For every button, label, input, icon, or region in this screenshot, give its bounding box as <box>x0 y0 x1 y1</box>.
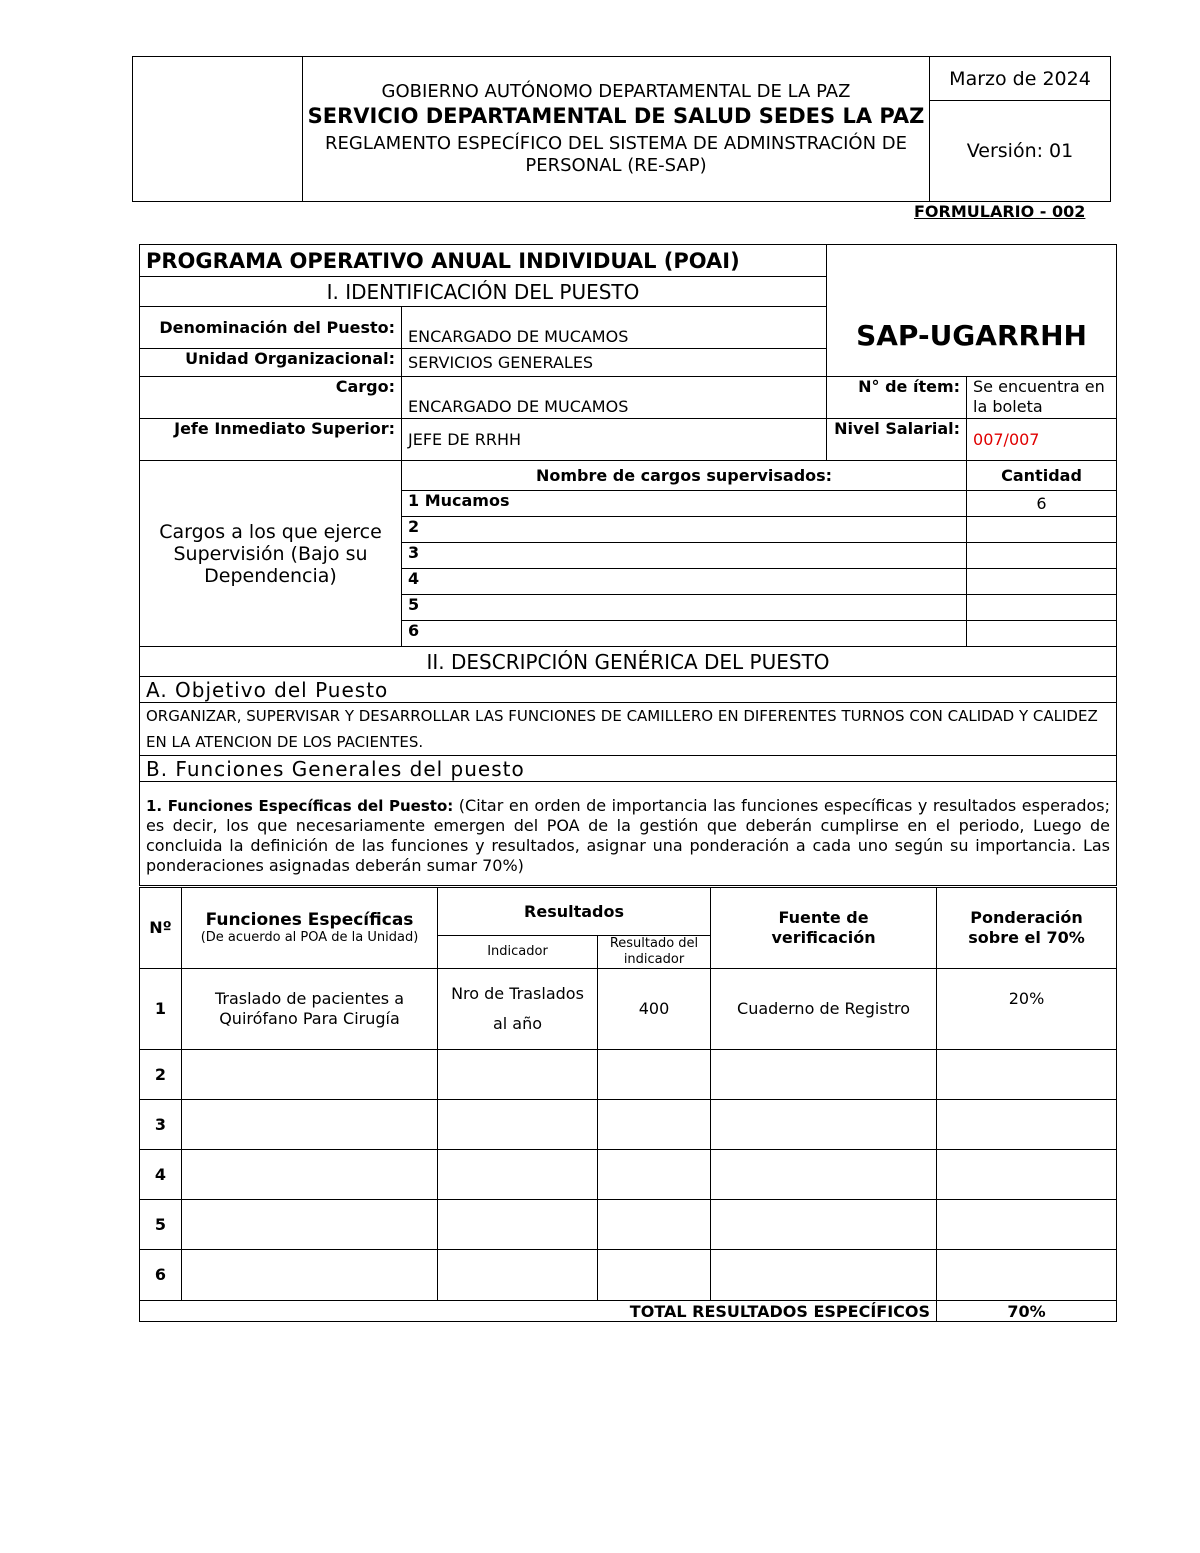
row-indicator <box>438 1050 598 1100</box>
row-no: 5 <box>140 1200 182 1250</box>
row-indicator: Nro de Traslados al año <box>438 969 598 1050</box>
regulation-title: REGLAMENTO ESPECÍFICO DEL SISTEMA DE ADMINSTRACIÓN DE PERSONAL (RE-SAP) <box>324 133 908 176</box>
row-result <box>598 1050 711 1100</box>
col-result-header: Resultado del indicador <box>598 936 711 969</box>
row-func <box>182 1100 438 1150</box>
item-value: Se encuentra en la boleta <box>967 377 1117 419</box>
form-code: FORMULARIO - 002 <box>914 202 1086 221</box>
row-func <box>182 1250 438 1301</box>
row-func: Traslado de pacientes a Quirófano Para Cirugía <box>182 969 438 1050</box>
row-indicator <box>438 1250 598 1301</box>
supervised-qty: 6 <box>967 491 1117 517</box>
row-no: 2 <box>140 1050 182 1100</box>
row-result <box>598 1250 711 1301</box>
col-indicator-header: Indicador <box>438 936 598 969</box>
row-source <box>711 1200 937 1250</box>
functions-table <box>139 887 1117 1322</box>
row-weight <box>937 1100 1117 1150</box>
supervised-row: 2 <box>402 517 967 543</box>
supervised-row: 6 <box>402 621 967 647</box>
row-no: 1 <box>140 969 182 1050</box>
row-func <box>182 1200 438 1250</box>
row-source <box>711 1050 937 1100</box>
jefe-label: Jefe Inmediato Superior: <box>140 419 402 461</box>
header-titles <box>303 57 930 202</box>
supervised-qty <box>967 621 1117 647</box>
col-weight-header: Ponderación sobre el 70% <box>937 888 1117 969</box>
cargo-value: ENCARGADO DE MUCAMOS <box>402 377 827 419</box>
funciones-title: B. Funciones Generales del puesto <box>140 756 1117 782</box>
unidad-label: Unidad Organizacional: <box>140 349 402 377</box>
document-header <box>132 56 1111 202</box>
denominacion-value: ENCARGADO DE MUCAMOS <box>402 307 827 349</box>
funciones-bold: 1. Funciones Específicas del Puesto: <box>146 797 454 815</box>
supervised-qty <box>967 595 1117 621</box>
cantidad-header: Cantidad <box>967 461 1117 491</box>
poai-form <box>139 244 1117 886</box>
supervised-row: 1 Mucamos <box>402 491 967 517</box>
poai-code: SAP-UGARRHH <box>827 245 1117 377</box>
row-indicator <box>438 1150 598 1200</box>
col-no-header: Nº <box>140 888 182 969</box>
gov-title: GOBIERNO AUTÓNOMO DEPARTAMENTAL DE LA PAZ <box>381 81 851 102</box>
row-no: 3 <box>140 1100 182 1150</box>
total-label: TOTAL RESULTADOS ESPECÍFICOS <box>140 1301 937 1322</box>
supervised-qty <box>967 543 1117 569</box>
row-weight <box>937 1150 1117 1200</box>
supervision-label: Cargos a los que ejerce Supervisión (Bajo su Dependencia) <box>140 461 402 647</box>
row-indicator <box>438 1200 598 1250</box>
row-weight <box>937 1250 1117 1301</box>
funciones-text: (Citar en orden de importancia las funciones específicas y resultados esperados; es decir, los que necesariamente emergen del POA de la gestión que deberán cumplirse en el periodo, Luego de concluida la definición de las funciones y resultados, asignar una ponderación a cada uno según su importancia. Las ponderaciones asignadas deberán sumar 70%) <box>146 796 1111 875</box>
supervised-row: 4 <box>402 569 967 595</box>
row-source <box>711 1150 937 1200</box>
section-description: II. DESCRIPCIÓN GENÉRICA DEL PUESTO <box>140 647 1117 677</box>
header-date: Marzo de 2024 <box>930 57 1111 101</box>
row-no: 4 <box>140 1150 182 1200</box>
objetivo-text: ORGANIZAR, SUPERVISAR Y DESARROLLAR LAS FUNCIONES DE CAMILLERO EN DIFERENTES TURNOS CON CALIDAD Y CALIDEZ EN LA ATENCION DE LOS PACIENTES. <box>140 703 1117 756</box>
supervised-row: 3 <box>402 543 967 569</box>
unidad-value: SERVICIOS GENERALES <box>402 349 827 377</box>
col-source-header: Fuente de verificación <box>711 888 937 969</box>
header-version: Versión: 01 <box>930 101 1111 202</box>
total-value: 70% <box>937 1301 1117 1322</box>
row-result <box>598 1150 711 1200</box>
funciones-instructions <box>140 782 1117 886</box>
col-func-header <box>182 888 438 969</box>
nivel-label: Nivel Salarial: <box>827 419 967 461</box>
row-result <box>598 1100 711 1150</box>
col-results-header: Resultados <box>438 888 711 936</box>
item-label: N° de ítem: <box>827 377 967 419</box>
row-weight <box>937 1050 1117 1100</box>
objetivo-title: A. Objetivo del Puesto <box>140 677 1117 703</box>
row-result: 400 <box>598 969 711 1050</box>
col-func-subtitle: (De acuerdo al POA de la Unidad) <box>200 930 419 945</box>
row-source <box>711 1100 937 1150</box>
row-func <box>182 1050 438 1100</box>
supervised-qty <box>967 517 1117 543</box>
row-indicator <box>438 1100 598 1150</box>
row-func <box>182 1150 438 1200</box>
row-source: Cuaderno de Registro <box>711 969 937 1050</box>
col-func-title: Funciones Específicas <box>205 910 414 930</box>
row-weight: 20% <box>937 969 1117 1050</box>
section-identification: I. IDENTIFICACIÓN DEL PUESTO <box>140 277 827 307</box>
row-source <box>711 1250 937 1301</box>
row-no: 6 <box>140 1250 182 1301</box>
jefe-value: JEFE DE RRHH <box>402 419 827 461</box>
row-weight <box>937 1200 1117 1250</box>
nivel-value: 007/007 <box>967 419 1117 461</box>
denominacion-label: Denominación del Puesto: <box>140 307 402 349</box>
service-title: SERVICIO DEPARTAMENTAL DE SALUD SEDES LA PAZ <box>307 104 925 128</box>
cargo-label: Cargo: <box>140 377 402 419</box>
supervised-qty <box>967 569 1117 595</box>
logo-cell <box>133 57 303 202</box>
supervised-row: 5 <box>402 595 967 621</box>
row-result <box>598 1200 711 1250</box>
supervised-header: Nombre de cargos supervisados: <box>402 461 967 491</box>
poai-title: PROGRAMA OPERATIVO ANUAL INDIVIDUAL (POAI) <box>140 245 827 277</box>
